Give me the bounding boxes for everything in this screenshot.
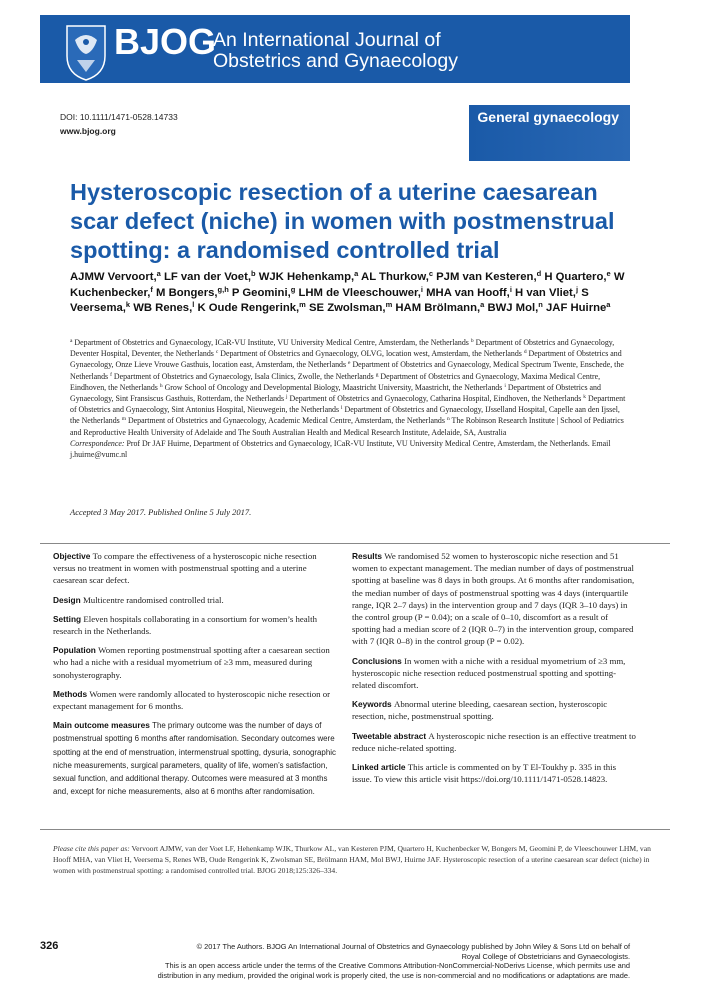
author-affiliation-mark: a	[480, 300, 485, 310]
author	[309, 302, 392, 314]
affiliation-mark: c	[215, 349, 219, 356]
affiliation-mark: i	[504, 382, 506, 389]
affiliation-mark: b	[470, 338, 474, 344]
author-affiliation-mark: a	[156, 269, 161, 278]
author	[259, 271, 359, 283]
author-affiliation-mark: e	[606, 269, 611, 278]
author-affiliation-mark: i	[509, 284, 512, 294]
author	[395, 302, 484, 314]
abstract-top-rule	[40, 543, 670, 544]
author-name: H Quartero,	[544, 271, 607, 283]
author-affiliation-mark: m	[299, 300, 306, 310]
author	[544, 271, 610, 283]
affiliation-text: Department of Obstetrics and Gynaecology, Isala Clinics, Zwolle, the Netherlands	[111, 371, 376, 381]
author-name: JAF Huirne	[546, 302, 607, 315]
affiliation-mark: k	[583, 394, 587, 401]
abstract-paragraph	[53, 719, 338, 798]
footer-line-2: Royal College of Obstetricians and Gynaecologists.	[461, 951, 630, 961]
author-affiliation-mark: g	[290, 284, 296, 294]
abstract-heading: Main outcome measures	[53, 720, 153, 731]
author	[436, 271, 541, 283]
author	[231, 284, 296, 299]
affiliation-mark: h	[159, 382, 163, 389]
abstract-heading: Results	[352, 551, 385, 561]
abstract-paragraph	[53, 594, 338, 606]
article-doi: DOI: 10.1111/1471-0528.14733	[60, 112, 178, 122]
abstract-bottom-rule	[40, 829, 670, 830]
citation-note	[53, 843, 653, 877]
abstract-paragraph	[352, 655, 637, 692]
author-name: H van Vliet,	[515, 286, 576, 299]
author	[546, 302, 610, 314]
author-affiliation-mark: m	[385, 300, 393, 310]
abstract-paragraph	[352, 550, 637, 648]
journal-name-line2: Obstetrics and Gynaecology	[213, 50, 458, 72]
citation-label: Please cite this paper as:	[53, 844, 130, 853]
author-affiliation-mark: a	[606, 300, 611, 310]
author	[487, 302, 542, 314]
author-name: WJK Hehenkamp,	[258, 271, 355, 283]
abstract-heading: Tweetable abstract	[352, 730, 429, 741]
abstract-text: Multicentre randomised controlled trial.	[82, 594, 224, 605]
author-name: S Veersema,	[70, 286, 589, 315]
author	[197, 302, 305, 314]
abstract-paragraph	[352, 730, 637, 754]
affiliation-mark: g	[375, 371, 379, 378]
affiliation-text: Department of Obstetrics and Gynaecology, ICaR-VU Institute, VU University Medical Centre, Amsterdam, the Netherlands	[72, 338, 471, 347]
abstract-heading: Setting	[53, 613, 84, 624]
author	[133, 302, 194, 314]
author-affiliation-mark: g,h	[217, 284, 229, 294]
author-name: BWJ Mol,	[487, 302, 539, 315]
author-name: W Kuchenbecker,	[70, 271, 625, 299]
abstract-text: This article is commented on by T El-Toukhy p. 335 in this issue. To view this article visit https://doi.org/10.1111/1471-0528.14823.	[352, 762, 617, 785]
author	[70, 271, 161, 283]
author-name: LF van der Voet,	[163, 271, 251, 283]
article-title: Hysteroscopic resection of a uterine caesarean scar defect (niche) in women with postmenstrual spotting: a randomised controlled trial	[70, 179, 615, 263]
section-label: General gynaecology	[477, 109, 619, 125]
author-name: P Geomini,	[231, 286, 291, 299]
author-affiliation-mark: b	[250, 269, 256, 278]
abstract-paragraph	[53, 688, 338, 712]
author	[515, 284, 579, 299]
affiliation-text: Department of Obstetrics and Gynaecology, Maxima Medical Centre, Eindhoven, the Netherlands	[70, 371, 601, 392]
affiliation-mark: a	[70, 338, 73, 344]
journal-crest-logo	[63, 22, 109, 82]
author	[298, 284, 423, 299]
affiliation-text: Department of Obstetrics and Gynaecology, IJsselland Hospital, Capelle aan den Ijssel, the Netherlands	[70, 405, 620, 426]
abstract-text: We randomised 52 women to hysteroscopic niche resection and 51 women to expectant management. The median number of days of postmenstrual spotting at baseline was 8 days in both groups. At 6 months after randomisation, the median number of days of postmenstrual spotting was 4 days (interquartile range, IQR 2–7 days) in the intervention group and 7 days (IQR 3–10 days) in the control group (P = 0.04); on a scale of 0–10, discomfort as a result of spotting had a median score of 2 (IQR 0–7) in the intervention group, compared with 7 (IQR 0–8) in the control group (P = 0.02).	[352, 551, 635, 647]
abstract-left-column	[53, 550, 338, 805]
footer-line-4: distribution in any medium, provided the original work is properly cited, the use is non-commercial and no modifications or adaptations are made.	[157, 970, 630, 980]
author-name: LHM de Vleeschouwer,	[298, 286, 421, 299]
abstract-heading: Population	[53, 645, 99, 656]
author-affiliation-mark: j	[575, 284, 579, 294]
abstract-paragraph	[352, 698, 637, 722]
author-name: HAM Brölmann,	[395, 302, 481, 315]
affiliation-mark: l	[341, 405, 343, 412]
affiliation-text: Department of Obstetrics and Gynaecology, Sint Fransiscus Gasthuis, Rotterdam, the Netherlands	[70, 382, 601, 404]
affiliation-mark: n	[446, 416, 450, 423]
abstract-heading: Methods	[53, 688, 90, 699]
affiliation-mark: j	[286, 394, 288, 401]
affiliation-mark: f	[110, 371, 112, 378]
author	[361, 271, 433, 283]
abstract-heading: Conclusions	[352, 655, 405, 666]
affiliation-text: Grow School of Oncology and Developmental Biology, Maastricht University, Maastricht, the Netherlands	[162, 382, 505, 392]
affiliation-text: Department of Obstetrics and Gynaecology, OLVG, location west, Amsterdam, the Netherlands	[218, 349, 524, 359]
author-affiliation-mark: a	[354, 269, 359, 278]
author-name: WB Renes,	[133, 302, 193, 315]
author-list	[70, 270, 640, 317]
author-name: PJM van Kesteren,	[436, 271, 537, 283]
author-name: SE Zwolsman,	[308, 302, 386, 315]
abstract-paragraph	[53, 550, 338, 587]
abstract-text: Women reporting postmenstrual spotting after a caesarean section who had a niche with a residual myometrium of ≥3 mm, measured during sonohysterography.	[53, 645, 330, 680]
journal-abbreviation: BJOG	[114, 21, 217, 62]
affiliation-text: Department of Obstetrics and Gynaecology, Deventer Hospital, Deventer, the Netherlands	[70, 338, 615, 359]
author	[164, 271, 256, 283]
author-affiliation-mark: c	[428, 269, 433, 278]
abstract-text: To compare the effectiveness of a hysteroscopic niche resection versus no treatment in women with postmenstrual spotting and a uterine caesarean scar defect.	[53, 551, 317, 586]
author-name: MHA van Hooff,	[426, 286, 510, 299]
journal-name-line1: An International Journal of	[213, 29, 441, 51]
abstract-text: In women with a niche with a residual myometrium of ≥3 mm, hysteroscopic niche resection reduced postmenstrual spotting and spotting-related discomfort.	[352, 655, 626, 691]
abstract-text: Eleven hospitals collaborating in a consortium for women’s health research in the Netherlands.	[53, 613, 317, 637]
journal-name	[213, 30, 593, 72]
abstract-text: Women were randomly allocated to hysteroscopic niche resection or expectant management for 6 months.	[53, 688, 331, 712]
abstract-paragraph	[352, 761, 637, 785]
affiliation-mark: d	[523, 349, 527, 356]
abstract-paragraph	[53, 644, 338, 681]
author-affiliation-mark: k	[125, 300, 131, 310]
author	[426, 284, 512, 299]
accepted-date: Accepted 3 May 2017. Published Online 5 July 2017.	[70, 507, 252, 517]
author	[156, 284, 229, 299]
abstract-heading: Objective	[53, 551, 93, 561]
author-affiliation-mark: f	[150, 284, 153, 294]
abstract-heading: Design	[53, 594, 83, 605]
abstract-heading: Linked article	[352, 762, 408, 773]
author-name: AL Thurkow,	[361, 271, 429, 283]
author-name: AJMW Vervoort,	[70, 271, 157, 283]
abstract-text: A hysteroscopic niche resection is an effective treatment to reduce niche-related spotting.	[352, 730, 636, 753]
author-name: K Oude Rengerink,	[197, 302, 300, 315]
license-footer	[80, 942, 630, 980]
author-affiliation-mark: l	[192, 300, 195, 310]
affiliation-text: Department of Obstetrics and Gynaecology, Medical Spectrum Twente, Enschede, the Netherlands	[70, 360, 624, 381]
page-number: 326	[40, 940, 59, 952]
affiliations	[70, 337, 630, 460]
affiliation-text: Department of Obstetrics and Gynaecology, Academic Medical Centre, Amsterdam, the Netherlands	[126, 416, 447, 426]
footer-line-1: © 2017 The Authors. BJOG An International Journal of Obstetrics and Gynaecology published by John Wiley & Sons Ltd on behalf of	[196, 942, 630, 951]
author-affiliation-mark: n	[538, 300, 543, 310]
affiliation-text: The Robinson Research Institute | School of Pediatrics and Reproductive Health University of Adelaide and The South Australian Health and Medical Research Institute, Adelaide, SA, Australia	[70, 416, 624, 437]
affiliation-text: Department of Obstetrics and Gynaecology, Onze Lieve Vrouwe Gasthuis, location east, Amsterdam, the Netherlands	[70, 349, 622, 370]
abstract-right-column	[352, 550, 637, 792]
abstract-paragraph	[53, 613, 338, 637]
affiliation-mark: e	[348, 360, 351, 367]
citation-text: Vervoort AJMW, van der Voet LF, Hehenkamp WJK, Thurkow AL, van Kesteren PJM, Quartero H, Kuchenbecker W, Bongers M, Geomini P, de Vleeschouwer LHM, van Hooff MHA, van Vliet H, Veersema S, Renes WB, Oude Rengerink K, Zwolsman SE, Brölmann HAM, Mol BWJ, Huirne JAF. Hysteroscopic resection of a uterine caesarean scar defect (niche) in women with postmenstrual spotting: a randomised controlled trial. BJOG 2018;125:326–334.	[53, 844, 651, 876]
affiliation-text: Department of Obstetrics and Gynaecology, Catharina Hospital, Eindhoven, the Netherlands	[287, 394, 584, 404]
footer-line-3: This is an open access article under the terms of the Creative Commons Attribution-NonCommercial-NoDerivs License, which permits use and	[165, 961, 630, 971]
journal-website-link[interactable]: www.bjog.org	[60, 126, 116, 136]
author-affiliation-mark: i	[420, 284, 423, 294]
affiliation-mark: m	[121, 416, 126, 423]
abstract-text: Abnormal uterine bleeding, caesarean section, hysteroscopic resection, niche, postmenstrual spotting.	[352, 699, 608, 722]
author-name: M Bongers,	[156, 286, 218, 299]
abstract-text: The primary outcome was the number of days of postmenstrual spotting 6 months after randomisation. Secondary outcomes were spotting at the end of menstruation, intermenstrual spotting, dysuria, sonographic niche measurements, surgical parameters, quality of life, women’s satisfaction, sexual function, and additional therapy. Outcomes were measured at 3 months and, except for niche measurements, also at 6 months after randomisation.	[53, 721, 336, 797]
abstract-heading: Keywords	[352, 699, 394, 710]
author-affiliation-mark: d	[536, 269, 542, 278]
correspondence-label: Correspondence:	[70, 438, 127, 448]
correspondence-text: Prof Dr JAF Huirne, Department of Obstetrics and Gynaecology, ICaR-VU Institute, VU University Medical Centre, Amsterdam, the Netherlands. Email j.huirne@vumc.nl	[70, 438, 611, 460]
affiliation-text: Department of Obstetrics and Gynaecology, Sint Antonius Hospital, Nieuwegein, the Netherlands	[70, 394, 626, 415]
